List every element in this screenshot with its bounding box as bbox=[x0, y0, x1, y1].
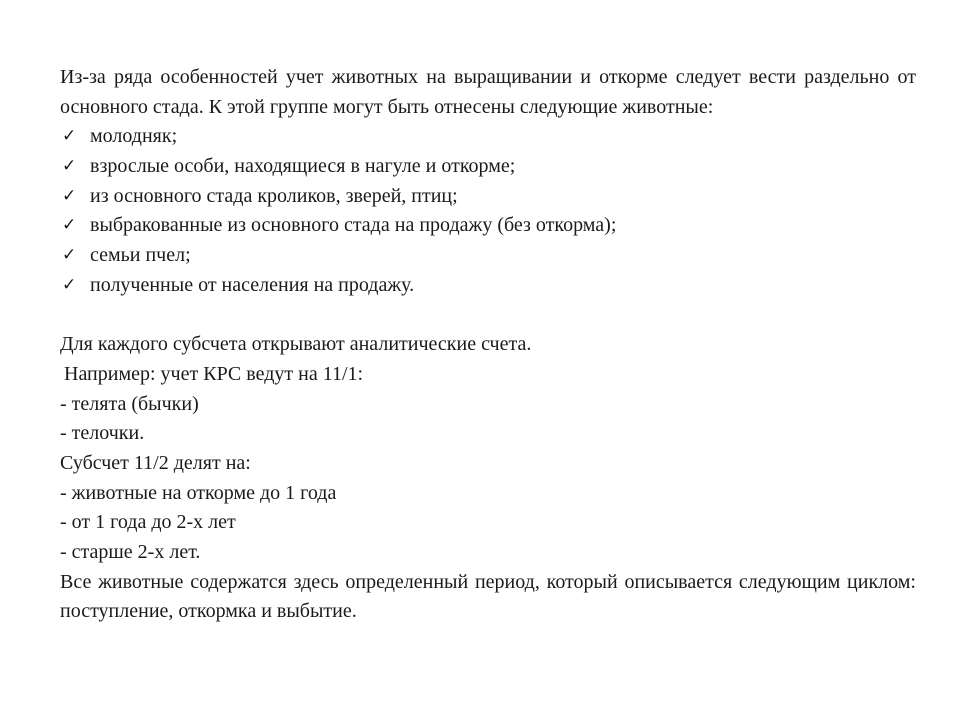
closing-paragraph: Все животные содержатся здесь определенный период, который описывается следующим циклом: поступление, откормка и выбытие. bbox=[60, 570, 916, 623]
slide-content bbox=[60, 63, 916, 627]
checkmark-icon: ✓ bbox=[62, 126, 77, 147]
list-item bbox=[60, 271, 916, 301]
checkmark-icon: ✓ bbox=[62, 185, 77, 206]
list-item-text: из основного стада кроликов, зверей, птиц; bbox=[90, 184, 458, 207]
text-line: - от 1 года до 2-х лет bbox=[60, 511, 236, 534]
list-item bbox=[60, 182, 916, 212]
list-item-text: выбракованные из основного стада на продажу (без откорма); bbox=[90, 214, 617, 237]
text-line: Субсчет 11/2 делят на: bbox=[60, 451, 251, 474]
list-item bbox=[60, 211, 916, 241]
list-item-text: молодняк; bbox=[90, 125, 178, 148]
intro-paragraph: Из-за ряда особенностей учет животных на выращивании и откорме следует вести раздельно от основного стада. К этой группе могут быть отнесены следующие животные: bbox=[60, 66, 916, 118]
text-line: - телята (бычки) bbox=[60, 392, 199, 415]
spacer bbox=[60, 301, 916, 331]
text-line: Например: учет КРС ведут на 11/1: bbox=[64, 362, 364, 385]
text-line: - старше 2-х лет. bbox=[60, 541, 201, 564]
check-list bbox=[60, 122, 916, 300]
list-item-text: полученные от населения на продажу. bbox=[90, 273, 415, 296]
text-line: Для каждого субсчета открывают аналитические счета. bbox=[60, 333, 532, 356]
checkmark-icon: ✓ bbox=[62, 245, 77, 266]
list-item bbox=[60, 152, 916, 182]
checkmark-icon: ✓ bbox=[62, 215, 77, 236]
text-line: - телочки. bbox=[60, 422, 145, 445]
checkmark-icon: ✓ bbox=[62, 274, 77, 295]
list-item-text: семьи пчел; bbox=[90, 244, 191, 267]
list-item bbox=[60, 241, 916, 271]
text-line: - животные на откорме до 1 года bbox=[60, 481, 337, 504]
checkmark-icon: ✓ bbox=[62, 156, 77, 177]
list-item-text: взрослые особи, находящиеся в нагуле и откорме; bbox=[90, 155, 516, 178]
list-item bbox=[60, 122, 916, 152]
